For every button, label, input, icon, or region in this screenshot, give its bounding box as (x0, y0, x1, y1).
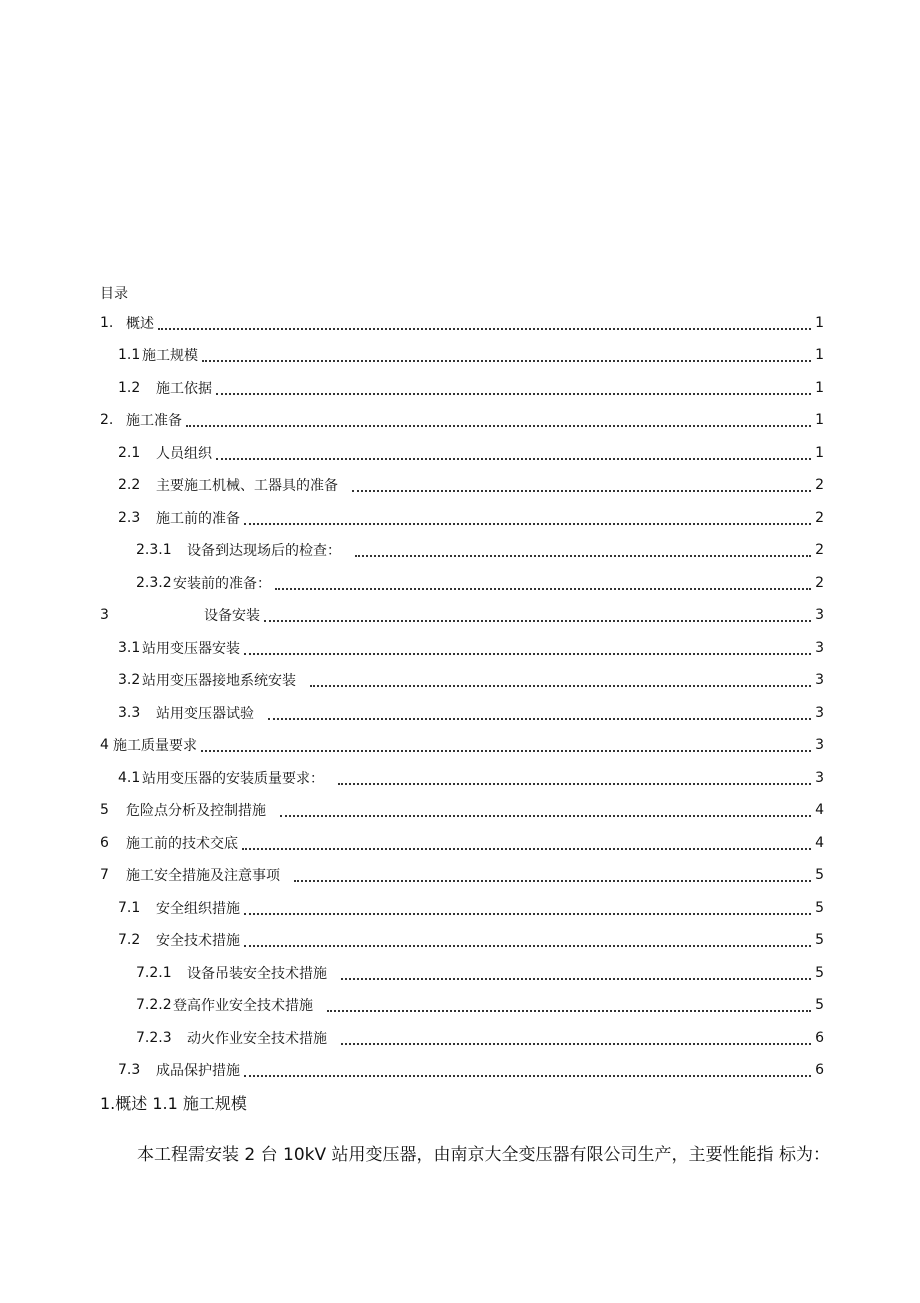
toc-leader-dots (294, 879, 811, 882)
toc-entry-label: 施工安全措施及注意事项 (126, 868, 280, 884)
toc-entry-label: 施工依据 (156, 381, 212, 397)
toc-entry-number: 7.2.1 (136, 965, 172, 981)
toc-leader-dots (244, 912, 811, 915)
toc-entry-page: 3 (815, 640, 824, 656)
toc-entry[interactable] (100, 832, 824, 854)
toc-entry-number: 2. (100, 412, 114, 428)
toc-entry-number: 4 (100, 737, 109, 753)
toc-entry-label: 安全组织措施 (156, 901, 240, 917)
toc-entry-label: 施工前的准备 (156, 511, 240, 527)
toc-entry-number: 7.3 (118, 1062, 141, 1078)
toc-entry-label: 成品保护措施 (156, 1063, 240, 1079)
toc-leader-dots (352, 489, 811, 492)
toc-leader-dots (280, 814, 811, 817)
toc-entry-page: 2 (815, 510, 824, 526)
toc-leader-dots (244, 522, 811, 525)
toc-entry-page: 5 (815, 997, 824, 1013)
toc-entry-page: 2 (815, 477, 824, 493)
toc-entry-label: 危险点分析及控制措施 (126, 803, 266, 819)
toc-entry-label: 设备吊装安全技术措施 (187, 966, 327, 982)
toc-entry[interactable] (136, 994, 824, 1016)
toc-entry[interactable] (118, 669, 824, 691)
toc-entry-page: 5 (815, 932, 824, 948)
toc-entry[interactable] (100, 409, 824, 431)
toc-entry-page: 5 (815, 867, 824, 883)
toc-entry-label: 概述 (126, 316, 154, 332)
toc-entry-number: 7.2.2 (136, 997, 172, 1013)
toc-entry-page: 1 (815, 445, 824, 461)
toc-entry-page: 1 (815, 412, 824, 428)
toc-leader-dots (275, 587, 811, 590)
toc-entry[interactable] (118, 897, 824, 919)
toc-entry-label: 施工质量要求 (113, 738, 197, 754)
section-heading: 1.概述 1.1 施工规模 (100, 1094, 247, 1113)
toc-entry[interactable] (118, 377, 824, 399)
toc-leader-dots (242, 847, 811, 850)
toc-title: 目录 (100, 286, 128, 302)
toc-entry[interactable] (118, 507, 824, 529)
toc-entry-label: 站用变压器安装 (142, 641, 240, 657)
toc-entry[interactable] (136, 539, 824, 561)
toc-leader-dots (158, 327, 811, 330)
toc-entry-number: 2.1 (118, 445, 141, 461)
toc-entry-label: 站用变压器试验 (156, 706, 254, 722)
toc-entry-page: 1 (815, 380, 824, 396)
toc-entry-page: 4 (815, 802, 824, 818)
toc-leader-dots (327, 1009, 811, 1012)
toc-entry-page: 2 (815, 542, 824, 558)
toc-entry[interactable] (100, 864, 824, 886)
toc-entry-number: 3 (100, 607, 109, 623)
toc-leader-dots (216, 457, 811, 460)
toc-entry-label: 动火作业安全技术措施 (187, 1031, 327, 1047)
toc-entry[interactable] (118, 1059, 824, 1081)
toc-entry-label: 人员组织 (156, 446, 212, 462)
toc-entry[interactable] (136, 572, 824, 594)
toc-entry-number: 7.2.3 (136, 1030, 172, 1046)
toc-entry-number: 7 (100, 867, 109, 883)
toc-entry-page: 5 (815, 900, 824, 916)
toc-entry-number: 7.1 (118, 900, 141, 916)
toc-entry-label: 站用变压器接地系统安装 (142, 673, 296, 689)
toc-entry-number: 1.1 (118, 347, 141, 363)
toc-entry[interactable] (118, 929, 824, 951)
toc-entry[interactable] (118, 637, 824, 659)
toc-leader-dots (341, 1042, 811, 1045)
toc-entry[interactable] (100, 312, 824, 334)
toc-entry-number: 2.3.1 (136, 542, 172, 558)
toc-leader-dots (338, 782, 811, 785)
toc-entry-page: 2 (815, 575, 824, 591)
toc-leader-dots (268, 717, 811, 720)
toc-leader-dots (186, 424, 811, 427)
toc-entry[interactable] (100, 734, 824, 756)
toc-entry-number: 1. (100, 315, 114, 331)
toc-entry-page: 3 (815, 607, 824, 623)
toc-entry-number: 3.2 (118, 672, 141, 688)
toc-entry-label: 施工前的技术交底 (126, 836, 238, 852)
toc-entry-page: 3 (815, 705, 824, 721)
toc-entry-number: 1.2 (118, 380, 141, 396)
toc-entry[interactable] (136, 1027, 824, 1049)
toc-entry[interactable] (118, 474, 824, 496)
toc-leader-dots (310, 684, 811, 687)
toc-entry-label: 安全技术措施 (156, 933, 240, 949)
toc-entry-number: 3.3 (118, 705, 141, 721)
toc-entry-page: 1 (815, 315, 824, 331)
toc-entry[interactable] (118, 702, 824, 724)
toc-entry-label: 安装前的准备： (173, 576, 271, 592)
toc-entry-page: 6 (815, 1062, 824, 1078)
toc-entry-page: 4 (815, 835, 824, 851)
toc-entry-page: 6 (815, 1030, 824, 1046)
toc-entry-label: 登高作业安全技术措施 (173, 998, 313, 1014)
toc-entry-label: 站用变压器的安装质量要求： (142, 771, 324, 787)
toc-entry-page: 5 (815, 965, 824, 981)
toc-entry-page: 3 (815, 737, 824, 753)
toc-entry-label: 施工准备 (126, 413, 182, 429)
toc-entry-number: 6 (100, 835, 109, 851)
toc-leader-dots (264, 619, 811, 622)
toc-entry-label: 主要施工机械、工器具的准备 (156, 478, 338, 494)
body-paragraph: 本工程需安装 2 台 10kV 站用变压器，由南京大全变压器有限公司生产，主要性能指 标为： (137, 1145, 830, 1165)
toc-entry-number: 2.3 (118, 510, 141, 526)
toc-entry-page: 1 (815, 347, 824, 363)
toc-entry-number: 2.3.2 (136, 575, 172, 591)
toc-entry-label: 设备安装 (204, 608, 260, 624)
toc-entry-number: 5 (100, 802, 109, 818)
toc-entry[interactable] (118, 767, 824, 789)
toc-entry-number: 3.1 (118, 640, 141, 656)
toc-entry[interactable] (100, 799, 824, 821)
toc-entry-number: 7.2 (118, 932, 141, 948)
toc-entry[interactable] (118, 442, 824, 464)
toc-entry-number: 4.1 (118, 770, 141, 786)
toc-leader-dots (202, 359, 811, 362)
toc-leader-dots (201, 749, 811, 752)
toc-leader-dots (244, 1074, 811, 1077)
toc-entry[interactable] (118, 344, 824, 366)
toc-entry[interactable] (136, 962, 824, 984)
toc-entry-number: 2.2 (118, 477, 141, 493)
toc-leader-dots (244, 652, 811, 655)
toc-leader-dots (244, 944, 811, 947)
toc-leader-dots (355, 554, 811, 557)
toc-entry-label: 设备到达现场后的检查： (187, 543, 341, 559)
toc-entry-label: 施工规模 (142, 348, 198, 364)
toc-leader-dots (341, 977, 811, 980)
toc-leader-dots (216, 392, 811, 395)
toc-entry-page: 3 (815, 672, 824, 688)
toc-entry-page: 3 (815, 770, 824, 786)
toc-entry[interactable] (100, 604, 824, 626)
